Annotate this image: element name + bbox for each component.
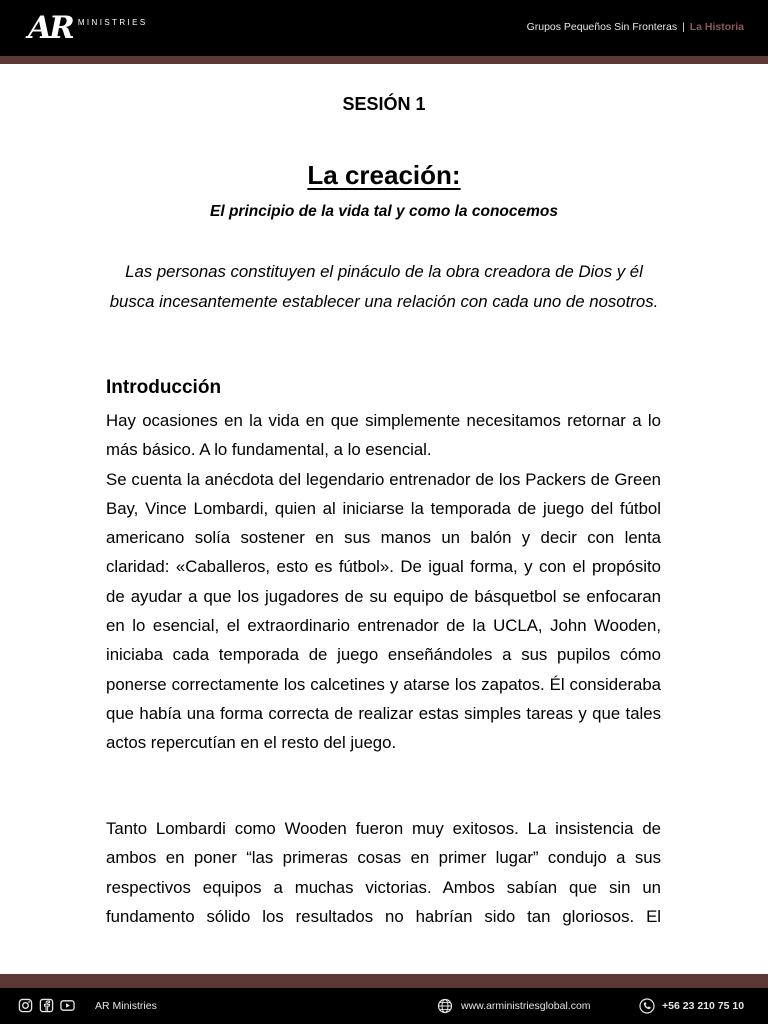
logo-wordmark: MINISTRIES [77, 17, 148, 27]
paragraph: Tanto Lombardi como Wooden fueron muy exitosos. La insistencia de ambos en poner “las primeras cosas en primer lugar” condujo a sus respectivos equipos a muchas victorias. Ambos sabían que sin un fundamento sólido los resultados no habrían sido tan gloriosos. El [106, 819, 661, 926]
page-title [0, 160, 768, 191]
section-name: La Historia [689, 21, 744, 33]
footer-phone-number[interactable]: +56 23 210 75 10 [662, 1000, 745, 1012]
header-accent-bar [0, 56, 768, 64]
introduction-body-continued [106, 814, 661, 931]
page-subtitle: El principio de la vida tal y como la conocemos [210, 203, 558, 220]
footer-accent-bar [0, 974, 768, 988]
introduction-body [106, 406, 661, 758]
paragraph: Hay ocasiones en la vida en que simplemente necesitamos retornar a lo más básico. A lo fundamental, a lo esencial. [106, 411, 661, 460]
footer-website-link[interactable]: www.arministriesglobal.com [461, 1000, 591, 1012]
footer-org-name: AR Ministries [95, 1000, 157, 1012]
social-links [18, 998, 75, 1013]
logo-mark: AR [28, 9, 72, 46]
introduction-heading: Introducción [106, 377, 222, 398]
page-header [0, 0, 768, 56]
phone-icon [639, 998, 655, 1014]
header-breadcrumb [527, 21, 744, 33]
facebook-icon[interactable] [39, 998, 54, 1013]
globe-icon [437, 998, 453, 1014]
instagram-icon[interactable] [18, 998, 33, 1013]
epigraph: Las personas constituyen el pináculo de la obra creadora de Dios y él busca incesantemente establecer una relación con cada uno de nosotros. [109, 262, 659, 311]
page-title-text: La creación: [307, 160, 461, 190]
session-label: SESIÓN 1 [342, 94, 426, 114]
series-name: Grupos Pequeños Sin Fronteras [526, 21, 678, 33]
youtube-icon[interactable] [60, 998, 75, 1013]
page-footer [0, 988, 768, 1024]
breadcrumb-separator: | [682, 21, 685, 33]
paragraph: Se cuenta la anécdota del legendario entrenador de los Packers de Green Bay, Vince Lombardi, quien al iniciarse la temporada de juego del fútbol americano solía sostener en sus manos un balón y decir con lenta claridad: «Caballeros, esto es fútbol». De igual forma, y con el propósito de ayudar a que los jugadores de su equipo de básquetbol se enfocaran en lo esencial, el extraordinario entrenador de la UCLA, John Wooden, iniciaba cada temporada de juego enseñándoles a sus pupilos cómo ponerse correctamente los calcetines y atarse los zapatos. Él consideraba que había una forma correcta de realizar estas simples tareas y que tales actos repercutían en el resto del juego. [106, 469, 661, 753]
ar-ministries-logo[interactable] [28, 10, 148, 46]
